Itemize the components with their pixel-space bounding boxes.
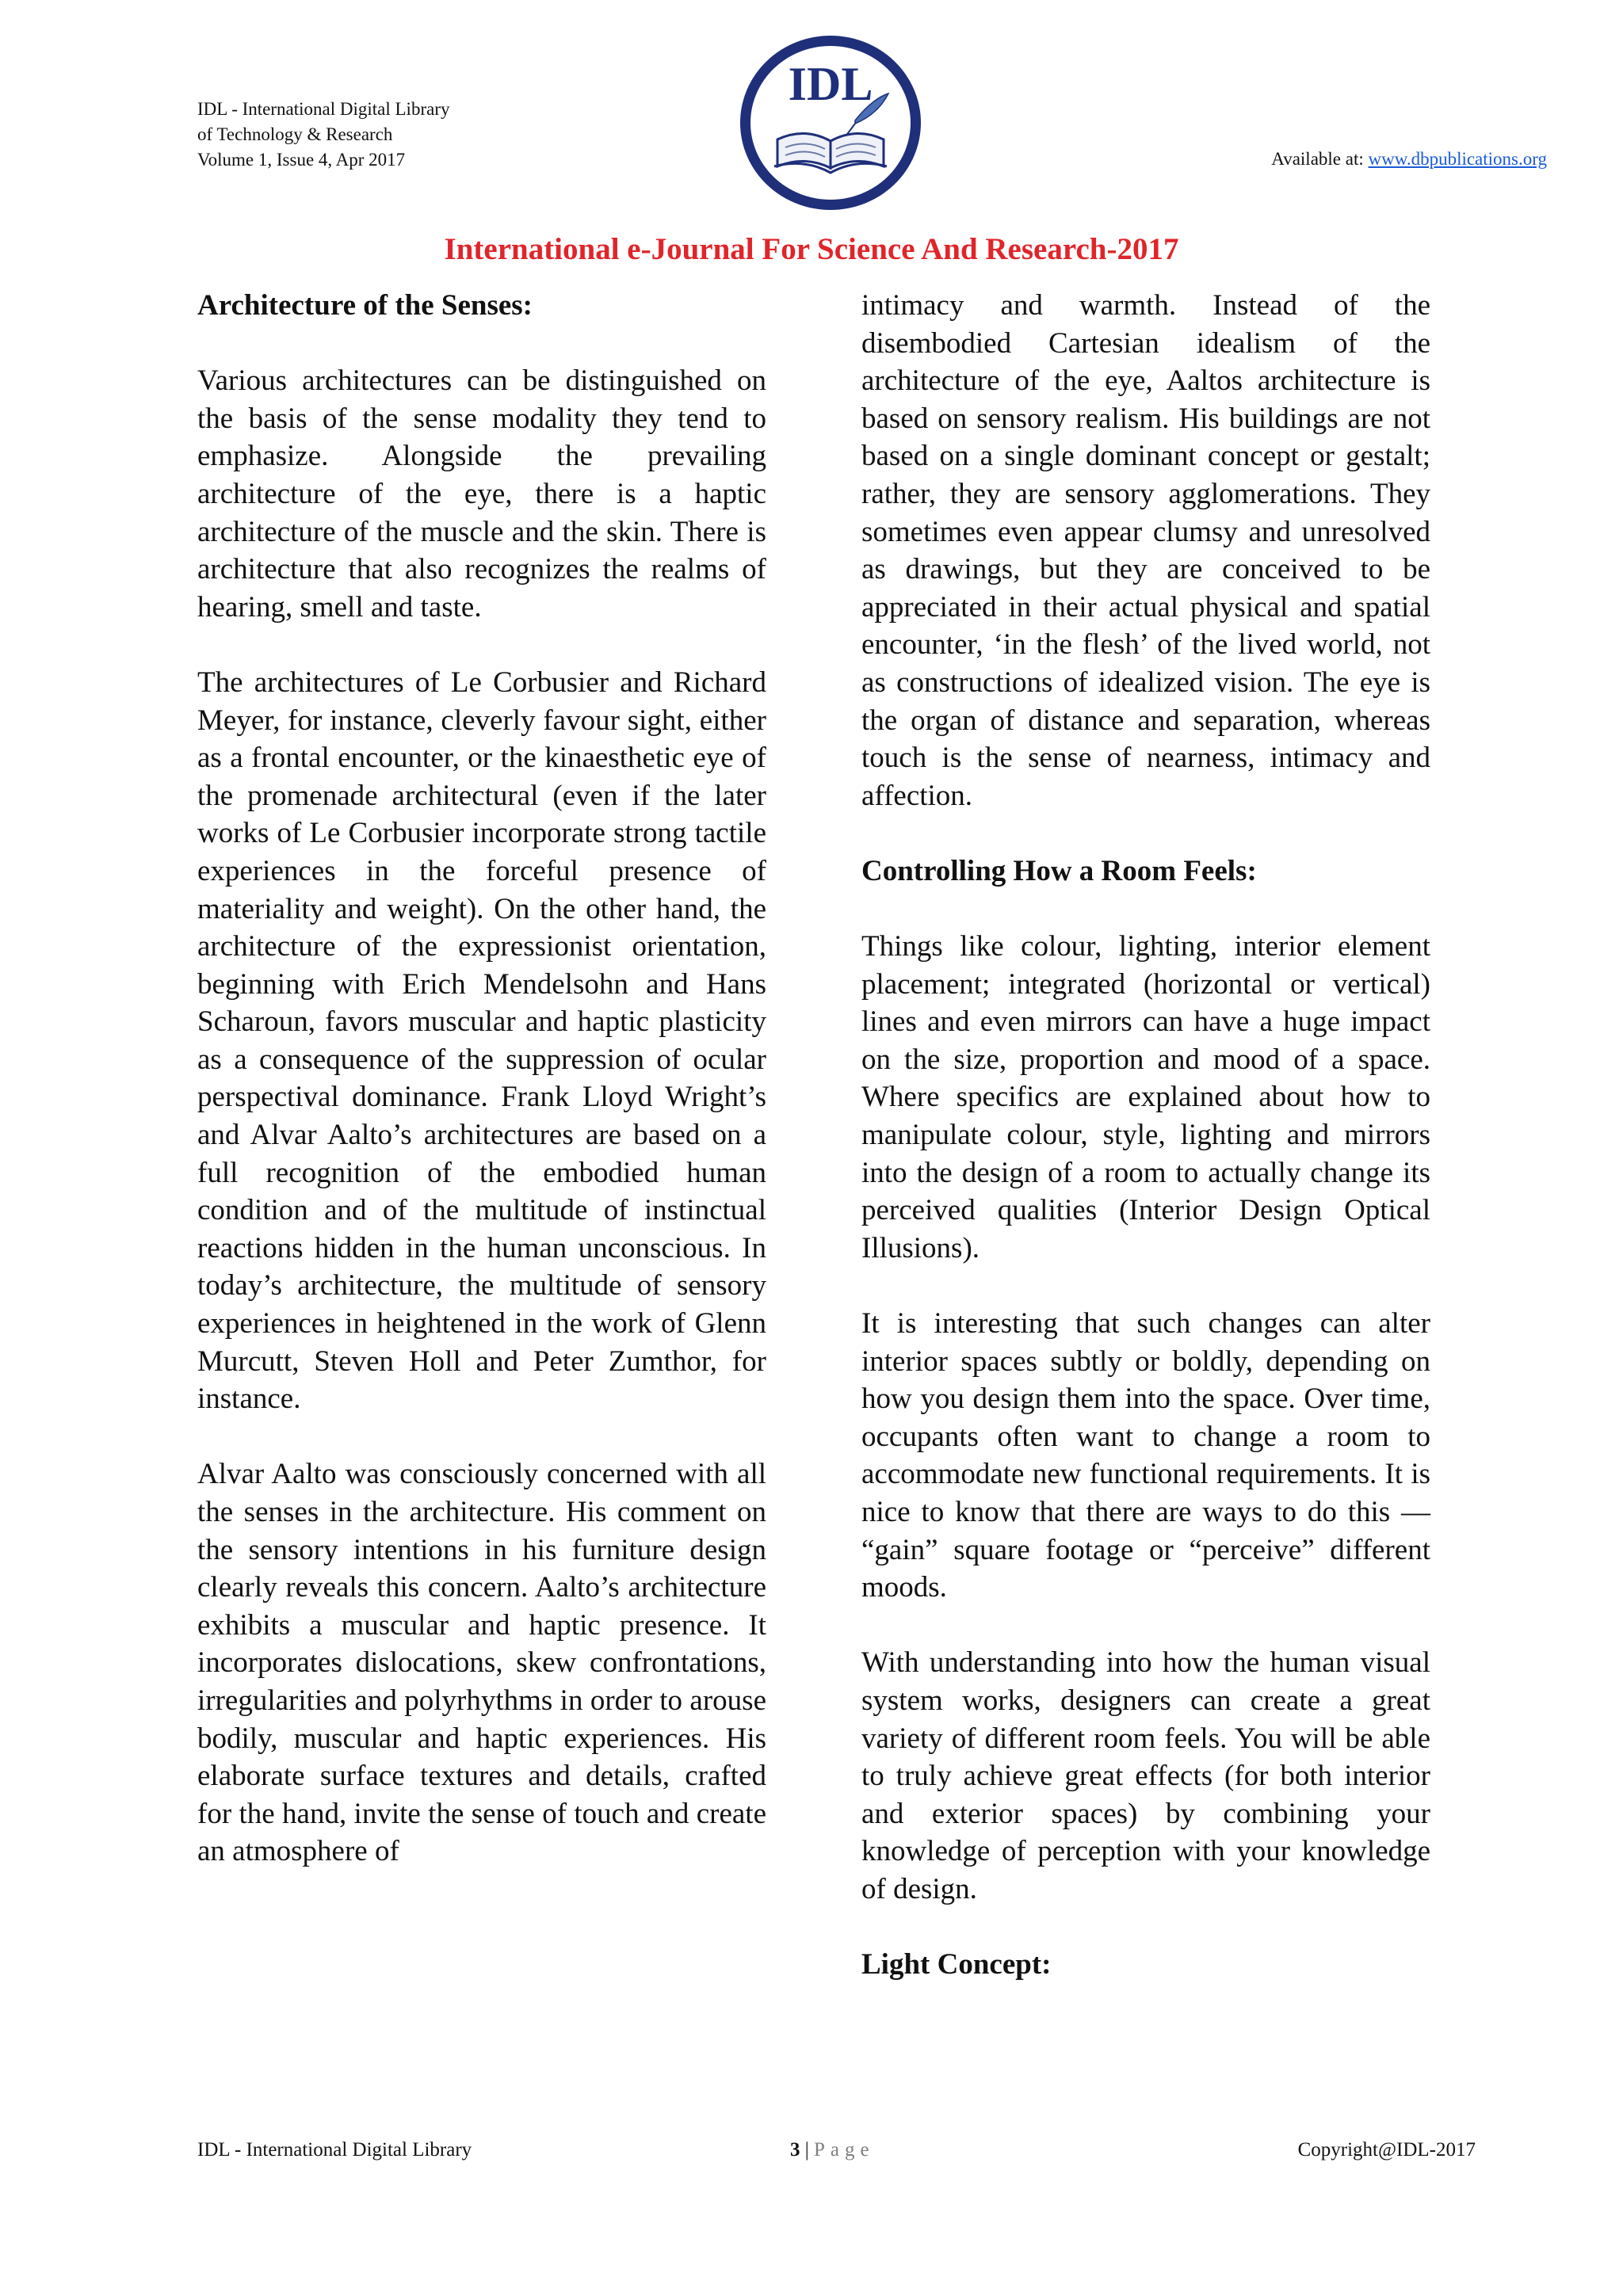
paragraph: Alvar Aalto was consciously concerned with all the senses in the architecture. His comment on the sensory intentions in his furniture design clearly reveals this concern. Aalto’s architecture exhibits a muscular and haptic presence. It incorporates dislocations, skew confrontations, irregularities and polyrhythms in order to arouse bodily, muscular and haptic experiences. His elaborate surface textures and details, crafted for the hand, invite the sense of touch and create an atmosphere of [197, 1458, 766, 1868]
paragraph: Things like colour, lighting, interior element placement; integrated (horizontal or vertical) lines and even mirrors can have a huge impact on the size, proportion and mood of a space. Where specifics are explained about how to manipulate colour, style, lighting and mirrors into the design of a room to actually change its perceived qualities (Interior Design Optical Illusions). [861, 930, 1430, 1264]
header-library-name: IDL - International Digital Library [197, 99, 450, 119]
website-link[interactable]: www.dbpublications.org [1368, 149, 1547, 169]
idl-logo [736, 32, 925, 214]
section-heading-light-concept: Light Concept: [861, 1948, 1052, 1981]
footer-copyright: Copyright@IDL-2017 [1297, 2139, 1476, 2161]
section-heading-controlling-room: Controlling How a Room Feels: [861, 854, 1257, 887]
available-at-label: Available at: [1271, 149, 1369, 169]
paragraph: The architectures of Le Corbusier and Richard Meyer, for instance, cleverly favour sight, either as a frontal encounter, or the kinaesthetic eye of the promenade architectural (even if the later works of Le Corbusier incorporate strong tactile experiences in the forceful presence of materiality and weight). On the other hand, the architecture of the expressionist orientation, beginning with Erich Mendelsohn and Hans Scharoun, favors muscular and haptic plasticity as a consequence of the suppression of ocular perspectival dominance. Frank Lloyd Wright’s and Alvar Aalto’s architectures are based on a full recognition of the embodied human condition and of the multitude of instinctual reactions hidden in the human unconscious. In today’s architecture, the multitude of sensory experiences in heightened in the work of Glenn Murcutt, Steven Holl and Peter Zumthor, for instance. [197, 666, 766, 1416]
page-footer [197, 2138, 1476, 2162]
paragraph: With understanding into how the human visual system works, designers can create a great variety of different room feels. You will be able to truly achieve great effects (for both interior and exterior spaces) by combining your knowledge of perception with your knowledge of design. [861, 1646, 1430, 1905]
page-number: 3 [790, 2139, 800, 2161]
header-volume-issue: Volume 1, Issue 4, Apr 2017 [197, 150, 406, 170]
right-column [861, 287, 1430, 2021]
header-library-subtitle: of Technology & Research [197, 124, 393, 144]
header-left-block [197, 97, 449, 173]
footer-page-indicator [790, 2138, 875, 2162]
section-heading-architecture-of-senses: Architecture of the Senses: [197, 289, 533, 322]
paragraph: intimacy and warmth. Instead of the disembodied Cartesian idealism of the architecture of the eye, Aaltos architecture is based on sensory realism. His buildings are not based on a single dominant concept or gestalt; rather, they are sensory agglomerations. They sometimes even appear clumsy and unresolved as drawings, but they are conceived to be appreciated in their actual physical and spatial encounter, ‘in the flesh’ of the lived world, not as constructions of idealized vision. The eye is the organ of distance and separation, whereas touch is the sense of nearness, intimacy and affection. [861, 289, 1430, 812]
left-column [197, 287, 766, 1909]
journal-title: International e-Journal For Science And Research-2017 [444, 232, 1179, 266]
paragraph: Various architectures can be distinguished on the basis of the sense modality they tend to emphasize. Alongside the prevailing architecture of the eye, there is a haptic architecture of the muscle and the skin. There is architecture that also recognizes the realms of hearing, smell and taste. [197, 364, 766, 624]
page-word: Page [814, 2139, 875, 2161]
logo-text: IDL [788, 58, 873, 110]
footer-library-name: IDL - International Digital Library [197, 2139, 472, 2161]
page-separator: | [800, 2139, 815, 2161]
paragraph: It is interesting that such changes can alter interior spaces subtly or boldly, depending on how you design them into the space. Over time, occupants often want to change a room to accommodate new functional requirements. It is nice to know that there are ways to do this — “gain” square footage or “perceive” different moods. [861, 1307, 1430, 1604]
header-available-at [1271, 147, 1547, 171]
